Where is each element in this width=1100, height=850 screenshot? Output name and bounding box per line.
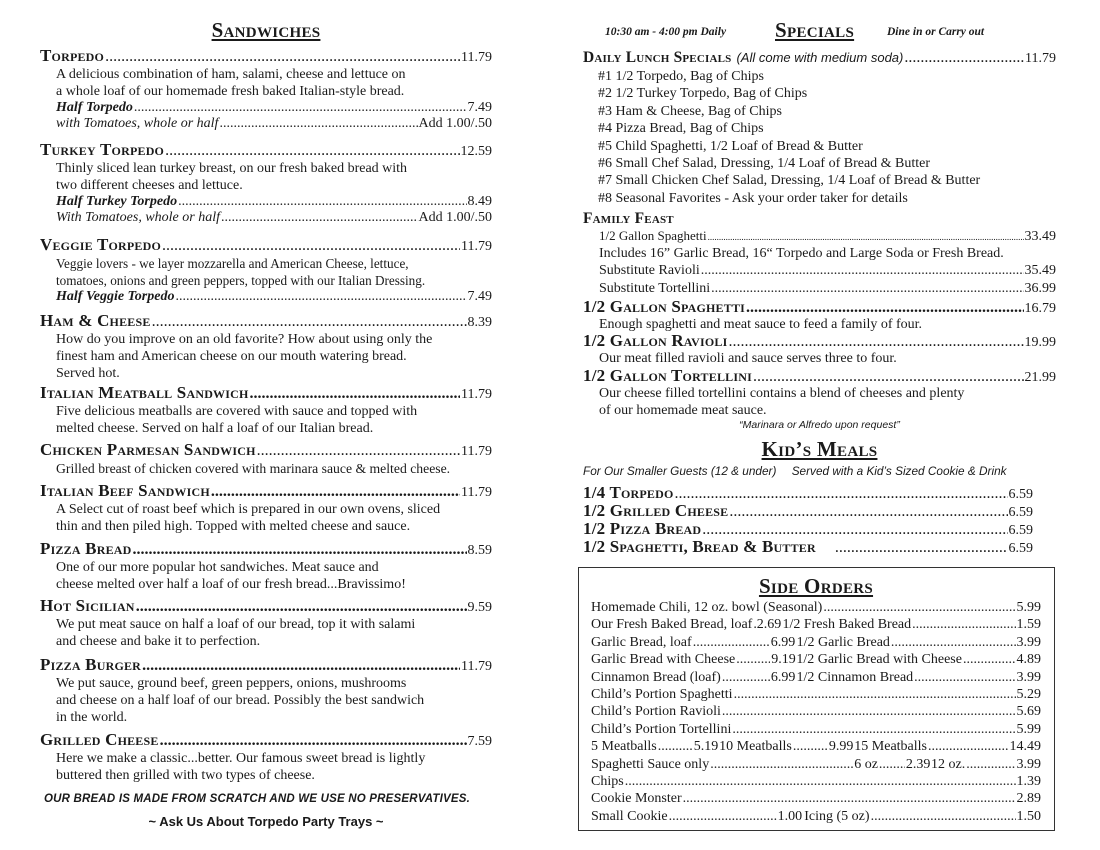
item-description: Thinly sliced lean turkey breast, on our fresh baked bread with [56, 161, 408, 176]
kids-meals-subtitle [583, 464, 1056, 478]
kids-meals-list [583, 483, 1033, 555]
bread-note: OUR BREAD IS MADE FROM SCRATCH AND WE USE NO PRESERVATIVES. [44, 793, 471, 805]
item-name: Italian Meatball Sandwich [40, 383, 249, 402]
side-item-name: Child’s Portion Ravioli [591, 704, 721, 720]
item-description: a whole loaf of our homemade fresh baked Italian-style bread. [56, 84, 405, 99]
item-name: 1/4 Torpedo [583, 483, 674, 501]
item-name: Pizza Bread [40, 539, 132, 558]
item-name: 1/2 Grilled Cheese [583, 501, 729, 519]
list-item [591, 790, 1041, 807]
item-description: Our cheese filled tortellini contains a blend of cheeses and plenty [599, 386, 965, 401]
item-description: and cheese on a half loaf of our bread. Possibly the best sandwich [56, 693, 425, 708]
side-item-price: 6.99 [770, 669, 796, 685]
side-item-name: 1/2 Cinnamon Bread [796, 669, 914, 685]
side-item-price: 3.99 [1016, 669, 1041, 685]
item-name: Chicken Parmesan Sandwich [40, 440, 256, 459]
item-description: thin and then piled high. Topped with melted cheese and sauce. [56, 519, 411, 534]
sub-item-price: 7.49 [467, 289, 492, 304]
side-item-name: Garlic Bread, loaf [591, 634, 692, 650]
side-item-name: 10 Meatballs [719, 739, 792, 755]
item-description: Served hot. [56, 366, 120, 381]
sub-item-name: With Tomatoes, whole or half [56, 210, 221, 225]
side-item-name: Homemade Chili, 12 oz. bowl (Seasonal) [591, 600, 823, 615]
item-price: 11.79 [461, 387, 492, 402]
item-price: 12.59 [460, 144, 492, 159]
side-item-price: 6.99 [770, 634, 796, 650]
list-item: #8 Seasonal Favorites - Ask your order taker for details [598, 190, 908, 206]
list-item [591, 773, 1041, 790]
daily-specials-name: Daily Lunch Specials [583, 49, 732, 66]
item-description: Grilled breast of chicken covered with marinara sauce & melted cheese. [56, 461, 451, 476]
dine-in-carry-out: Dine in or Carry out [887, 26, 985, 38]
item-description: cheese melted over half a loaf of our fresh bread...Bravissimo! [56, 577, 406, 592]
gallon-tortellini [583, 366, 1056, 431]
menu-item-ham-cheese [40, 311, 492, 382]
sub-item-price: 8.49 [467, 194, 492, 209]
item-description: two different cheeses and lettuce. [56, 178, 243, 193]
list-item [591, 703, 1041, 720]
sub-item-name: Substitute Ravioli [599, 263, 700, 279]
daily-specials-note: (All come with medium soda) [736, 50, 904, 65]
list-item: #4 Pizza Bread, Bag of Chips [598, 121, 764, 137]
side-item-price: 5.29 [1016, 687, 1041, 703]
side-item-name: 1/2 Garlic Bread with Cheese [796, 652, 962, 668]
side-item-price: 14.49 [1009, 739, 1041, 755]
list-item [591, 651, 1041, 668]
item-price: 11.79 [461, 485, 492, 500]
item-description: melted cheese. Served on half a loaf of our Italian bread. [56, 421, 374, 436]
sub-item-name: Half Torpedo [56, 100, 133, 115]
item-price: 11.79 [461, 444, 492, 459]
daily-specials-list [583, 68, 1056, 207]
sub-item-price: 35.49 [1024, 263, 1056, 279]
sub-item-price: 36.99 [1024, 280, 1056, 296]
item-name: Grilled Cheese [40, 730, 159, 749]
item-description: of our homemade meat sauce. [599, 403, 767, 418]
list-item [591, 721, 1041, 738]
side-item-price: 3.99 [1016, 634, 1041, 650]
side-item-name: Chips [591, 774, 624, 790]
side-item-name: Child’s Portion Tortellini [591, 721, 732, 737]
kids-subtitle-left: For Our Smaller Guests (12 & under) [583, 464, 777, 478]
side-item-price: 5.99 [1016, 721, 1041, 737]
item-name: Pizza Burger [40, 655, 142, 674]
side-item-name: 6 oz [854, 756, 878, 772]
list-item: #6 Small Chef Salad, Dressing, 1/4 Loaf of Bread & Butter [598, 156, 931, 172]
item-description: in the world. [56, 710, 128, 725]
sub-item-name: with Tomatoes, whole or half [56, 116, 219, 131]
item-name: 1/2 Gallon Ravioli [583, 331, 728, 350]
item-price: 8.39 [467, 315, 492, 330]
side-item-name: 1/2 Fresh Baked Bread [782, 617, 912, 633]
sandwiches-title: Sandwiches [211, 18, 321, 42]
item-name: Veggie Torpedo [40, 235, 162, 254]
family-feast-includes: Includes 16” Garlic Bread, 16“ Torpedo and Large Soda or Fresh Bread. [599, 246, 1004, 261]
menu-item-italian-meatball [40, 383, 492, 437]
side-item-price: 5.69 [1016, 704, 1041, 720]
item-price: 6.59 [1008, 487, 1033, 501]
item-price: 9.59 [467, 600, 492, 615]
menu-item-pizza-burger [40, 655, 492, 726]
item-description: One of our more popular hot sandwiches. Meat sauce and [56, 560, 379, 575]
menu-item-italian-beef [40, 481, 492, 535]
sub-item-name: Substitute Tortellini [599, 280, 711, 296]
side-item-price: 1.39 [1016, 774, 1041, 790]
sub-item-price: 7.49 [467, 100, 492, 115]
specials-header [583, 20, 1056, 46]
side-item-name: 1/2 Garlic Bread [796, 634, 890, 650]
list-item [591, 634, 1041, 651]
sub-item-price: Add 1.00/.50 [418, 210, 492, 225]
sub-item-price: Add 1.00/.50 [418, 116, 492, 131]
item-description: Enough spaghetti and meat sauce to feed a family of four. [599, 317, 923, 332]
side-item-name: 15 Meatballs [854, 739, 927, 755]
item-price: 8.59 [467, 543, 492, 558]
item-description: Five delicious meatballs are covered with sauce and topped with [56, 404, 418, 419]
side-item-price: 1.50 [1016, 808, 1041, 824]
item-price: 21.99 [1024, 370, 1056, 385]
menu-item-torpedo [40, 46, 492, 132]
list-item: #5 Child Spaghetti, 1/2 Loaf of Bread & Butter [598, 138, 863, 154]
menu-item-pizza-bread [40, 539, 492, 593]
gallon-spaghetti [583, 297, 1056, 333]
side-item-price: 3.99 [1016, 756, 1041, 772]
list-item: #2 1/2 Turkey Torpedo, Bag of Chips [598, 86, 808, 102]
item-price: 16.79 [1024, 301, 1056, 316]
daily-specials-price: 11.79 [1025, 51, 1056, 66]
item-description: Veggie lovers - we layer mozzarella and American Cheese, lettuce, [56, 256, 409, 271]
menu-item-hot-sicilian [40, 596, 492, 650]
item-description: Here we make a classic...better. Our famous sweet bread is lightly [56, 751, 426, 766]
list-item [591, 599, 1041, 616]
item-price: 11.79 [461, 659, 492, 674]
side-item-name: Cookie Monster [591, 791, 682, 807]
item-price: 11.79 [461, 239, 492, 254]
sub-item-name: Half Veggie Torpedo [56, 289, 175, 304]
item-name: Italian Beef Sandwich [40, 481, 210, 500]
item-price: 6.59 [1008, 505, 1033, 519]
gallon-ravioli [583, 331, 1056, 367]
side-orders-list [591, 599, 1041, 825]
list-item [591, 756, 1041, 773]
list-item [591, 738, 1041, 755]
side-orders-box [578, 567, 1055, 831]
daily-lunch-specials [583, 49, 1056, 207]
family-feast-title: Family Feast [583, 210, 674, 227]
item-name: 1/2 Spaghetti, Bread & Butter [583, 537, 816, 555]
item-name: 1/2 Gallon Spaghetti [583, 297, 746, 316]
menu-item-turkey-torpedo [40, 140, 492, 226]
sub-item-name: 1/2 Gallon Spaghetti [599, 228, 707, 243]
side-item-name: Spaghetti Sauce only [591, 756, 710, 772]
item-description: and cheese and bake it to perfection. [56, 634, 261, 649]
item-name: Turkey Torpedo [40, 140, 165, 159]
side-orders-title: Side Orders [758, 574, 874, 598]
family-feast [583, 209, 1056, 297]
item-description: buttered then grilled with two types of cheese. [56, 768, 315, 783]
side-item-price: 2.69 [756, 617, 782, 633]
side-item-price: 5.19 [693, 739, 719, 755]
item-name: 1/2 Pizza Bread [583, 519, 702, 537]
item-description: tomatoes, onions and green peppers, topped with our Italian Dressing. [56, 273, 426, 288]
sub-item-price: 33.49 [1024, 229, 1056, 244]
side-item-price: 9.19 [771, 652, 796, 668]
menu-item-chicken-parmesan [40, 440, 492, 477]
list-item [591, 808, 1041, 825]
side-item-name: Child’s Portion Spaghetti [591, 687, 733, 703]
side-item-name: Garlic Bread with Cheese [591, 652, 736, 668]
item-price: 19.99 [1024, 335, 1056, 350]
item-price: 6.59 [1008, 523, 1033, 537]
side-item-name: Cinnamon Bread (loaf) [591, 669, 721, 685]
item-price: 11.79 [461, 50, 492, 65]
specials-title: Specials [775, 18, 855, 42]
item-name: Ham & Cheese [40, 311, 151, 330]
menu-item-veggie-torpedo [40, 235, 492, 305]
sub-item-name: Half Turkey Torpedo [56, 194, 178, 209]
item-name: 1/2 Gallon Tortellini [583, 366, 752, 385]
side-item-price: 2.39 [905, 756, 931, 772]
item-description: A Select cut of roast beef which is prepared in our own ovens, sliced [56, 502, 441, 517]
list-item: #3 Ham & Cheese, Bag of Chips [598, 103, 782, 119]
item-description: Our meat filled ravioli and sauce serves three to four. [599, 351, 897, 366]
item-description: finest ham and American cheese on our mouth watering bread. [56, 349, 407, 364]
menu-item-grilled-cheese [40, 730, 492, 784]
side-item-price: 1.00 [777, 808, 803, 824]
list-item [591, 686, 1041, 703]
item-price: 6.59 [1008, 541, 1033, 555]
side-item-price: 5.99 [1016, 600, 1041, 615]
kids-subtitle-right: Served with a Kid’s Sized Cookie & Drink [791, 464, 1007, 478]
side-item-price: 4.89 [1016, 652, 1041, 668]
side-item-price: 1.59 [1016, 617, 1041, 633]
item-description: A delicious combination of ham, salami, cheese and lettuce on [56, 67, 406, 82]
item-description: We put sauce, ground beef, green peppers, onions, mushrooms [56, 676, 407, 691]
item-name: Torpedo [40, 46, 105, 65]
list-item: #7 Small Chicken Chef Salad, Dressing, 1/4 Loaf of Bread & Butter [598, 173, 981, 189]
side-item-name: Icing (5 oz) [804, 808, 870, 824]
side-item-name: Small Cookie [591, 808, 668, 824]
list-item: #1 1/2 Torpedo, Bag of Chips [598, 69, 764, 84]
side-item-price: 9.99 [828, 739, 854, 755]
specials-hours: 10:30 am - 4:00 pm Daily [605, 26, 727, 38]
side-item-price: 2.89 [1016, 791, 1041, 807]
item-price: 7.59 [467, 734, 492, 749]
list-item [591, 669, 1041, 686]
sauce-note: “Marinara or Alfredo upon request” [739, 419, 900, 431]
item-name: Hot Sicilian [40, 596, 135, 615]
kids-meals-title: Kid’s Meals [761, 437, 878, 461]
item-description: How do you improve on an old favorite? How about using only the [56, 332, 433, 347]
side-item-name: Our Fresh Baked Bread, loaf [591, 617, 753, 633]
side-item-name: 5 Meatballs [591, 739, 657, 755]
item-description: We put meat sauce on half a loaf of our bread, top it with salami [56, 617, 416, 632]
party-trays-note: ~ Ask Us About Torpedo Party Trays ~ [148, 814, 384, 829]
list-item [591, 616, 1041, 633]
side-item-name: 12 oz. [930, 756, 966, 772]
